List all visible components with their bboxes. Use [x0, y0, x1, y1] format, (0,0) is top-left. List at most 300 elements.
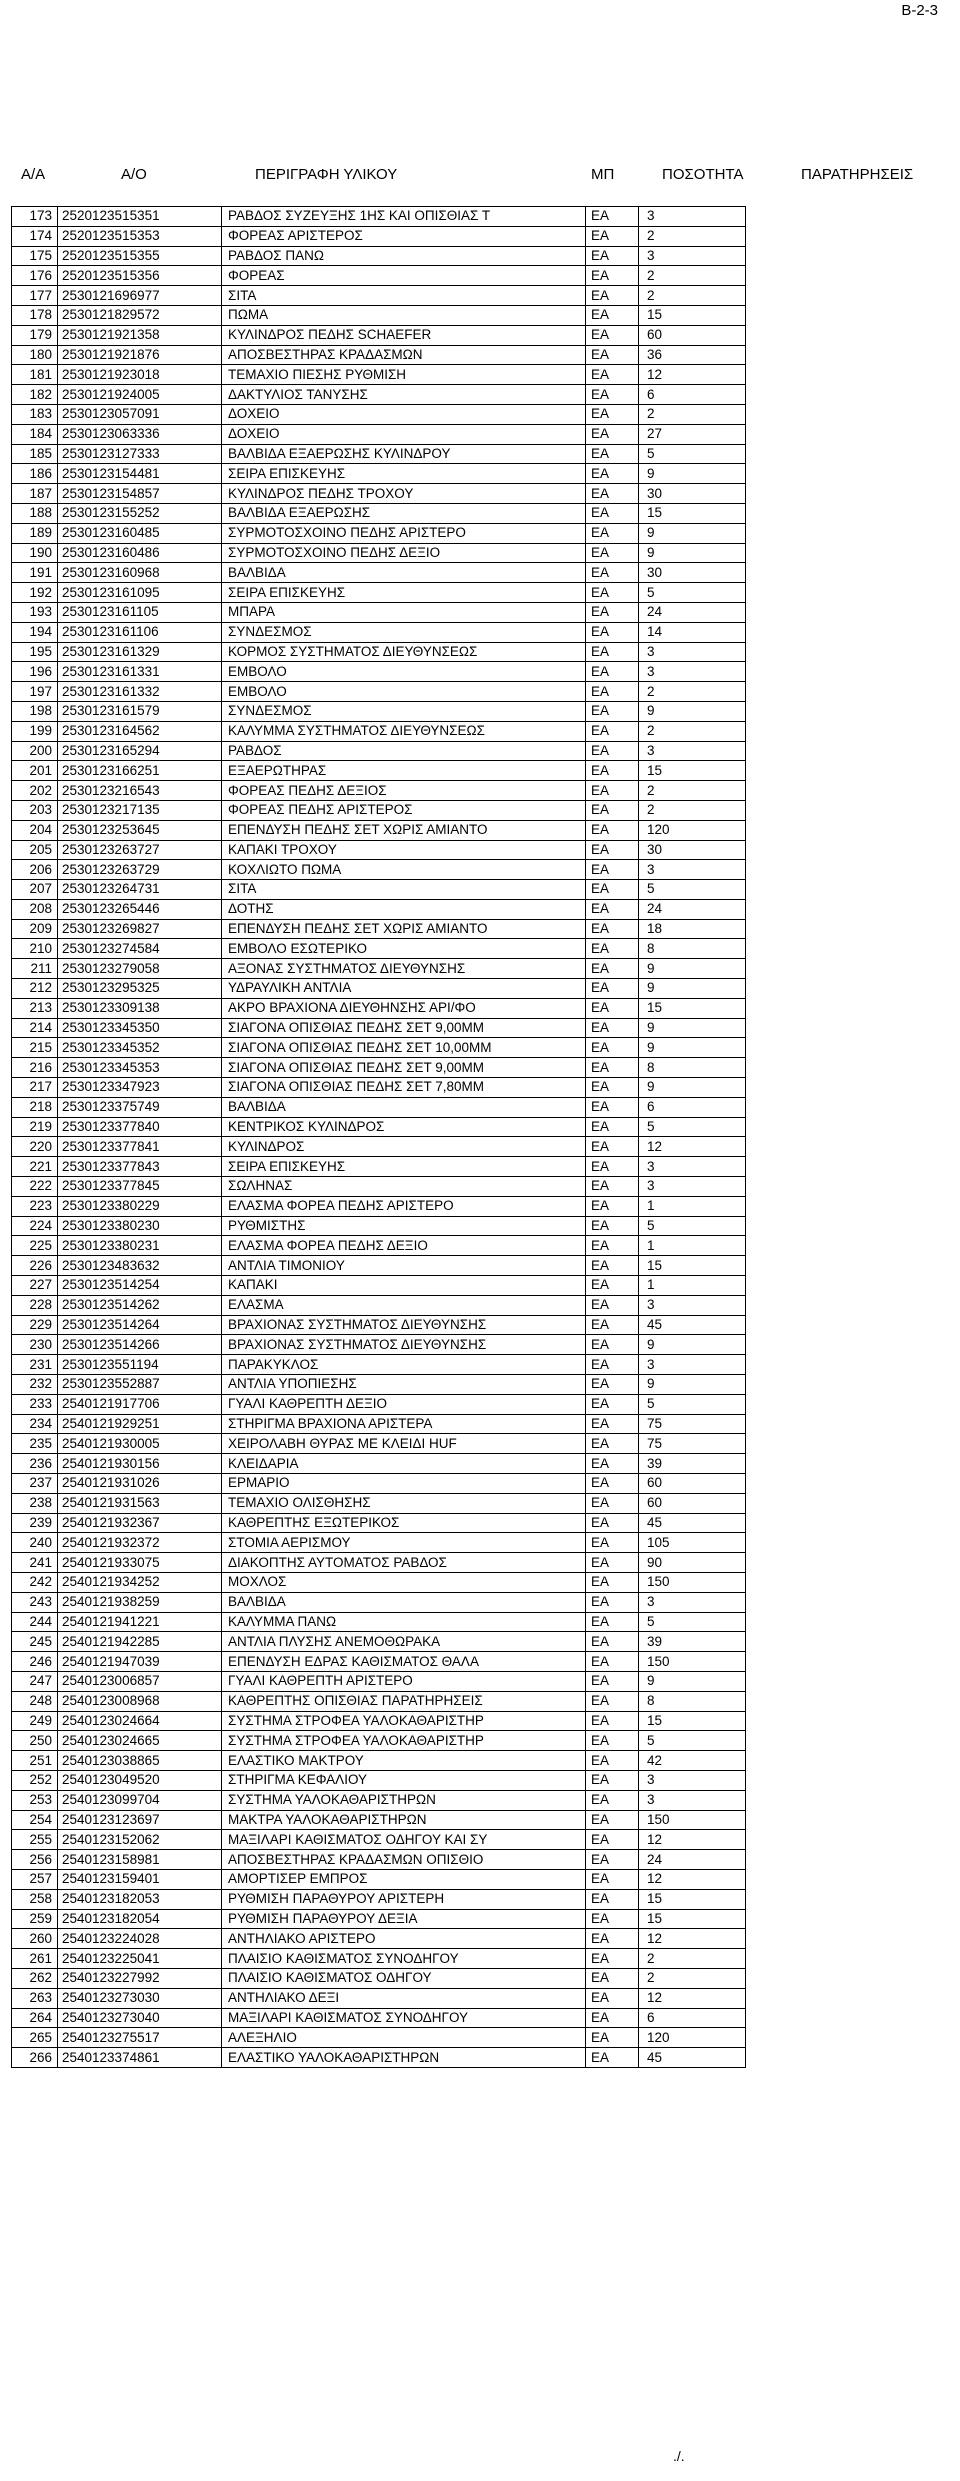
item-description: ΒΑΛΒΙΔΑ: [222, 563, 586, 583]
row-number: 213: [12, 998, 58, 1018]
unit-of-measure: ΕΑ: [586, 1968, 639, 1988]
item-description: ΜΟΧΛΟΣ: [222, 1572, 586, 1592]
table-row: [12, 444, 746, 464]
unit-of-measure: ΕΑ: [586, 226, 639, 246]
row-number: 255: [12, 1830, 58, 1850]
unit-of-measure: ΕΑ: [586, 1869, 639, 1889]
item-code: 2530123217135: [58, 800, 222, 820]
unit-of-measure: ΕΑ: [586, 1335, 639, 1355]
header-code: Α/Ο: [121, 166, 147, 183]
item-code: 2530123165294: [58, 741, 222, 761]
page-code: B-2-3: [901, 2, 938, 19]
unit-of-measure: ΕΑ: [586, 1038, 639, 1058]
unit-of-measure: ΕΑ: [586, 345, 639, 365]
table-row: [12, 1097, 746, 1117]
item-description: ΚΥΛΙΝΔΡΟΣ ΠΕΔΗΣ ΤΡΟΧΟΥ: [222, 484, 586, 504]
quantity: 9: [639, 1335, 746, 1355]
item-code: 2540121947039: [58, 1652, 222, 1672]
item-description: ΕΠΕΝΔΥΣΗ ΠΕΔΗΣ ΣΕΤ ΧΩΡΙΣ ΑΜΙΑΝΤΟ: [222, 919, 586, 939]
header-remarks: ΠΑΡΑΤΗΡΗΣΕΙΣ: [801, 166, 914, 183]
quantity: 3: [639, 1295, 746, 1315]
quantity: 9: [639, 1671, 746, 1691]
row-number: 250: [12, 1731, 58, 1751]
row-number: 190: [12, 543, 58, 563]
table-row: [12, 998, 746, 1018]
item-description: ΡΑΒΔΟΣ ΣΥΖΕΥΞΗΣ 1ΗΣ ΚΑΙ ΟΠΙΣΘΙΑΣ Τ: [222, 207, 586, 227]
item-description: ΡΥΘΜΙΣΗ ΠΑΡΑΘΥΡΟΥ ΔΕΞΙΑ: [222, 1909, 586, 1929]
table-row: [12, 1731, 746, 1751]
unit-of-measure: ΕΑ: [586, 1375, 639, 1395]
unit-of-measure: ΕΑ: [586, 1612, 639, 1632]
quantity: 15: [639, 503, 746, 523]
quantity: 9: [639, 701, 746, 721]
item-description: ΣΤΗΡΙΓΜΑ ΚΕΦΑΛΙΟΥ: [222, 1770, 586, 1790]
row-number: 199: [12, 721, 58, 741]
table-row: [12, 1632, 746, 1652]
quantity: 8: [639, 1691, 746, 1711]
item-description: ΥΔΡΑΥΛΙΚΗ ΑΝΤΛΙΑ: [222, 979, 586, 999]
row-number: 173: [12, 207, 58, 227]
item-code: 2540121931563: [58, 1493, 222, 1513]
table-row: [12, 1513, 746, 1533]
row-number: 220: [12, 1137, 58, 1157]
row-number: 187: [12, 484, 58, 504]
row-number: 229: [12, 1315, 58, 1335]
unit-of-measure: ΕΑ: [586, 583, 639, 603]
item-description: ΠΛΑΙΣΙΟ ΚΑΘΙΣΜΑΤΟΣ ΟΔΗΓΟΥ: [222, 1968, 586, 1988]
item-description: ΚΑΠΑΚΙ: [222, 1276, 586, 1296]
item-code: 2530123514254: [58, 1276, 222, 1296]
unit-of-measure: ΕΑ: [586, 286, 639, 306]
row-number: 206: [12, 860, 58, 880]
item-description: ΒΑΛΒΙΔΑ ΕΞΑΕΡΩΣΗΣ ΚΥΛΙΝΔΡΟΥ: [222, 444, 586, 464]
unit-of-measure: ΕΑ: [586, 959, 639, 979]
row-number: 225: [12, 1236, 58, 1256]
unit-of-measure: ΕΑ: [586, 1414, 639, 1434]
row-number: 179: [12, 325, 58, 345]
item-description: ΑΚΡΟ ΒΡΑΧΙΟΝΑ ΔΙΕΥΘΗΝΣΗΣ ΑΡΙ/ΦΟ: [222, 998, 586, 1018]
item-description: ΦΟΡΕΑΣ ΠΕΔΗΣ ΔΕΞΙΟΣ: [222, 781, 586, 801]
table-row: [12, 305, 746, 325]
item-code: 2530123154857: [58, 484, 222, 504]
item-code: 2530123164562: [58, 721, 222, 741]
quantity: 45: [639, 1513, 746, 1533]
row-number: 202: [12, 781, 58, 801]
item-code: 2530123375749: [58, 1097, 222, 1117]
item-description: ΣΙΑΓΟΝΑ ΟΠΙΣΘΙΑΣ ΠΕΔΗΣ ΣΕΤ 9,00ΜΜ: [222, 1058, 586, 1078]
quantity: 150: [639, 1810, 746, 1830]
column-headers: [0, 158, 960, 192]
table-row: [12, 1474, 746, 1494]
row-number: 265: [12, 2028, 58, 2048]
item-code: 2520123515353: [58, 226, 222, 246]
row-number: 192: [12, 583, 58, 603]
quantity: 3: [639, 1157, 746, 1177]
item-description: ΑΝΤΛΙΑ ΤΙΜΟΝΙΟΥ: [222, 1256, 586, 1276]
item-description: ΣΕΙΡΑ ΕΠΙΣΚΕΥΗΣ: [222, 1157, 586, 1177]
table-row: [12, 365, 746, 385]
item-code: 2530123380229: [58, 1196, 222, 1216]
row-number: 219: [12, 1117, 58, 1137]
unit-of-measure: ΕΑ: [586, 1177, 639, 1197]
table-row: [12, 1751, 746, 1771]
row-number: 260: [12, 1929, 58, 1949]
quantity: 42: [639, 1751, 746, 1771]
unit-of-measure: ΕΑ: [586, 1216, 639, 1236]
item-code: 2540123024665: [58, 1731, 222, 1751]
row-number: 214: [12, 1018, 58, 1038]
item-code: 2540123008968: [58, 1691, 222, 1711]
unit-of-measure: ΕΑ: [586, 464, 639, 484]
quantity: 12: [639, 1137, 746, 1157]
quantity: 36: [639, 345, 746, 365]
item-code: 2530123127333: [58, 444, 222, 464]
item-code: 2540121932372: [58, 1533, 222, 1553]
row-number: 195: [12, 642, 58, 662]
quantity: 24: [639, 1850, 746, 1870]
table-row: [12, 1909, 746, 1929]
table-row: [12, 1117, 746, 1137]
quantity: 60: [639, 1493, 746, 1513]
quantity: 5: [639, 583, 746, 603]
row-number: 259: [12, 1909, 58, 1929]
row-number: 242: [12, 1572, 58, 1592]
row-number: 245: [12, 1632, 58, 1652]
table-row: [12, 1157, 746, 1177]
table-row: [12, 2008, 746, 2028]
item-code: 2540123275517: [58, 2028, 222, 2048]
item-description: ΠΑΡΑΚΥΚΛΟΣ: [222, 1355, 586, 1375]
header-quantity: ΠΟΣΟΤΗΤΑ: [662, 166, 744, 183]
item-code: 2540121938259: [58, 1592, 222, 1612]
item-code: 2530123161106: [58, 622, 222, 642]
item-description: ΜΠΑΡΑ: [222, 602, 586, 622]
item-description: ΒΡΑΧΙΟΝΑΣ ΣΥΣΤΗΜΑΤΟΣ ΔΙΕΥΘΥΝΣΗΣ: [222, 1315, 586, 1335]
table-row: [12, 286, 746, 306]
row-number: 226: [12, 1256, 58, 1276]
unit-of-measure: ΕΑ: [586, 484, 639, 504]
item-code: 2540123049520: [58, 1770, 222, 1790]
table-row: [12, 1889, 746, 1909]
item-code: 2540123123697: [58, 1810, 222, 1830]
item-code: 2530123514262: [58, 1295, 222, 1315]
table-row: [12, 1355, 746, 1375]
unit-of-measure: ΕΑ: [586, 325, 639, 345]
unit-of-measure: ΕΑ: [586, 1949, 639, 1969]
table-row: [12, 880, 746, 900]
item-description: ΒΑΛΒΙΔΑ: [222, 1097, 586, 1117]
table-row: [12, 424, 746, 444]
item-description: ΚΟΧΛΙΩΤΟ ΠΩΜΑ: [222, 860, 586, 880]
item-description: ΕΞΑΕΡΩΤΗΡΑΣ: [222, 761, 586, 781]
item-code: 2530123377843: [58, 1157, 222, 1177]
row-number: 180: [12, 345, 58, 365]
table-row: [12, 622, 746, 642]
item-description: ΕΠΕΝΔΥΣΗ ΕΔΡΑΣ ΚΑΘΙΣΜΑΤΟΣ ΘΑΛΑ: [222, 1652, 586, 1672]
table-row: [12, 464, 746, 484]
item-description: ΦΟΡΕΑΣ ΑΡΙΣΤΕΡΟΣ: [222, 226, 586, 246]
unit-of-measure: ΕΑ: [586, 1394, 639, 1414]
item-description: ΣΙΤΑ: [222, 880, 586, 900]
row-number: 237: [12, 1474, 58, 1494]
unit-of-measure: ΕΑ: [586, 1889, 639, 1909]
quantity: 39: [639, 1454, 746, 1474]
quantity: 3: [639, 662, 746, 682]
unit-of-measure: ΕΑ: [586, 1454, 639, 1474]
quantity: 30: [639, 563, 746, 583]
quantity: 9: [639, 1018, 746, 1038]
item-code: 2530123265446: [58, 899, 222, 919]
row-number: 223: [12, 1196, 58, 1216]
table-row: [12, 385, 746, 405]
item-code: 2540123158981: [58, 1850, 222, 1870]
row-number: 204: [12, 820, 58, 840]
row-number: 228: [12, 1295, 58, 1315]
row-number: 184: [12, 424, 58, 444]
item-description: ΒΡΑΧΙΟΝΑΣ ΣΥΣΤΗΜΑΤΟΣ ΔΙΕΥΘΥΝΣΗΣ: [222, 1335, 586, 1355]
item-description: ΠΛΑΙΣΙΟ ΚΑΘΙΣΜΑΤΟΣ ΣΥΝΟΔΗΓΟΥ: [222, 1949, 586, 1969]
table-row: [12, 1711, 746, 1731]
item-code: 2530123380231: [58, 1236, 222, 1256]
item-code: 2530123161105: [58, 602, 222, 622]
quantity: 1: [639, 1276, 746, 1296]
unit-of-measure: ΕΑ: [586, 1711, 639, 1731]
quantity: 3: [639, 246, 746, 266]
unit-of-measure: ΕΑ: [586, 1315, 639, 1335]
unit-of-measure: ΕΑ: [586, 543, 639, 563]
unit-of-measure: ΕΑ: [586, 1553, 639, 1573]
unit-of-measure: ΕΑ: [586, 998, 639, 1018]
unit-of-measure: ΕΑ: [586, 1691, 639, 1711]
item-code: 2530123295325: [58, 979, 222, 999]
quantity: 120: [639, 2028, 746, 2048]
item-description: ΑΝΤΛΙΑ ΥΠΟΠΙΕΣΗΣ: [222, 1375, 586, 1395]
quantity: 2: [639, 1968, 746, 1988]
item-description: ΜΑΞΙΛΑΡΙ ΚΑΘΙΣΜΑΤΟΣ ΟΔΗΓΟΥ ΚΑΙ ΣΥ: [222, 1830, 586, 1850]
quantity: 27: [639, 424, 746, 444]
unit-of-measure: ΕΑ: [586, 642, 639, 662]
item-description: ΔΟΧΕΙΟ: [222, 424, 586, 444]
quantity: 150: [639, 1652, 746, 1672]
quantity: 5: [639, 1612, 746, 1632]
row-number: 215: [12, 1038, 58, 1058]
row-number: 236: [12, 1454, 58, 1474]
table-row: [12, 1988, 746, 2008]
quantity: 24: [639, 602, 746, 622]
item-code: 2530123377840: [58, 1117, 222, 1137]
unit-of-measure: ΕΑ: [586, 602, 639, 622]
table-row: [12, 1869, 746, 1889]
unit-of-measure: ΕΑ: [586, 1236, 639, 1256]
row-number: 174: [12, 226, 58, 246]
item-code: 2530123057091: [58, 404, 222, 424]
table-row: [12, 1177, 746, 1197]
item-description: ΡΥΘΜΙΣΗ ΠΑΡΑΘΥΡΟΥ ΑΡΙΣΤΕΡΗ: [222, 1889, 586, 1909]
quantity: 2: [639, 286, 746, 306]
unit-of-measure: ΕΑ: [586, 1830, 639, 1850]
item-code: 2540123273040: [58, 2008, 222, 2028]
item-description: ΕΛΑΣΜΑ ΦΟΡΕΑ ΠΕΔΗΣ ΑΡΙΣΤΕΡΟ: [222, 1196, 586, 1216]
quantity: 105: [639, 1533, 746, 1553]
item-code: 2540123006857: [58, 1671, 222, 1691]
unit-of-measure: ΕΑ: [586, 523, 639, 543]
unit-of-measure: ΕΑ: [586, 2008, 639, 2028]
item-description: ΚΕΝΤΡΙΚΟΣ ΚΥΛΙΝΔΡΟΣ: [222, 1117, 586, 1137]
item-code: 2530123264731: [58, 880, 222, 900]
item-code: 2530123161332: [58, 682, 222, 702]
item-code: 2530121921876: [58, 345, 222, 365]
quantity: 5: [639, 880, 746, 900]
row-number: 234: [12, 1414, 58, 1434]
table-row: [12, 1276, 746, 1296]
table-row: [12, 1553, 746, 1573]
table-row: [12, 563, 746, 583]
items-table-body: [12, 207, 746, 2068]
item-code: 2540121934252: [58, 1572, 222, 1592]
quantity: 15: [639, 761, 746, 781]
item-code: 2520123515356: [58, 266, 222, 286]
quantity: 6: [639, 2008, 746, 2028]
unit-of-measure: ΕΑ: [586, 701, 639, 721]
item-description: ΑΜΟΡΤΙΣΕΡ ΕΜΠΡΟΣ: [222, 1869, 586, 1889]
item-description: ΑΝΤΗΛΙΑΚΟ ΔΕΞΙ: [222, 1988, 586, 2008]
item-code: 2530123309138: [58, 998, 222, 1018]
item-code: 2530123161095: [58, 583, 222, 603]
item-description: ΣΤΗΡΙΓΜΑ ΒΡΑΧΙΟΝΑ ΑΡΙΣΤΕΡΑ: [222, 1414, 586, 1434]
item-description: ΡΑΒΔΟΣ: [222, 741, 586, 761]
table-row: [12, 1058, 746, 1078]
table-row: [12, 919, 746, 939]
item-code: 2520123515351: [58, 207, 222, 227]
item-description: ΓΥΑΛΙ ΚΑΘΡΕΠΤΗ ΑΡΙΣΤΕΡΟ: [222, 1671, 586, 1691]
item-description: ΣΙΑΓΟΝΑ ΟΠΙΣΘΙΑΣ ΠΕΔΗΣ ΣΕΤ 7,80ΜΜ: [222, 1078, 586, 1098]
table-row: [12, 2028, 746, 2048]
item-code: 2540121930005: [58, 1434, 222, 1454]
unit-of-measure: ΕΑ: [586, 1909, 639, 1929]
unit-of-measure: ΕΑ: [586, 1018, 639, 1038]
item-code: 2530121924005: [58, 385, 222, 405]
unit-of-measure: ΕΑ: [586, 1988, 639, 2008]
item-code: 2540123038865: [58, 1751, 222, 1771]
item-description: ΕΛΑΣΜΑ: [222, 1295, 586, 1315]
unit-of-measure: ΕΑ: [586, 424, 639, 444]
item-code: 2530123345352: [58, 1038, 222, 1058]
table-row: [12, 781, 746, 801]
row-number: 251: [12, 1751, 58, 1771]
item-description: ΑΠΟΣΒΕΣΤΗΡΑΣ ΚΡΑΔΑΣΜΩΝ: [222, 345, 586, 365]
quantity: 45: [639, 1315, 746, 1335]
quantity: 2: [639, 1949, 746, 1969]
table-row: [12, 246, 746, 266]
item-description: ΕΛΑΣΤΙΚΟ ΜΑΚΤΡΟΥ: [222, 1751, 586, 1771]
quantity: 30: [639, 484, 746, 504]
unit-of-measure: ΕΑ: [586, 1572, 639, 1592]
table-row: [12, 523, 746, 543]
quantity: 3: [639, 1177, 746, 1197]
item-description: ΕΛΑΣΜΑ ΦΟΡΕΑ ΠΕΔΗΣ ΔΕΞΙΟ: [222, 1236, 586, 1256]
item-description: ΑΛΕΞΗΛΙΟ: [222, 2028, 586, 2048]
row-number: 252: [12, 1770, 58, 1790]
quantity: 39: [639, 1632, 746, 1652]
row-number: 212: [12, 979, 58, 999]
item-code: 2540121930156: [58, 1454, 222, 1474]
item-code: 2540121941221: [58, 1612, 222, 1632]
quantity: 5: [639, 1731, 746, 1751]
item-code: 2530123269827: [58, 919, 222, 939]
unit-of-measure: ΕΑ: [586, 1652, 639, 1672]
row-number: 185: [12, 444, 58, 464]
unit-of-measure: ΕΑ: [586, 860, 639, 880]
item-description: ΦΟΡΕΑΣ: [222, 266, 586, 286]
quantity: 90: [639, 1553, 746, 1573]
items-table: [11, 206, 746, 2068]
table-row: [12, 1414, 746, 1434]
item-code: 2540123024664: [58, 1711, 222, 1731]
row-number: 203: [12, 800, 58, 820]
item-description: ΣΙΑΓΟΝΑ ΟΠΙΣΘΙΑΣ ΠΕΔΗΣ ΣΕΤ 10,00ΜΜ: [222, 1038, 586, 1058]
row-number: 235: [12, 1434, 58, 1454]
table-row: [12, 1968, 746, 1988]
unit-of-measure: ΕΑ: [586, 1097, 639, 1117]
item-code: 2530123155252: [58, 503, 222, 523]
item-code: 2530123514264: [58, 1315, 222, 1335]
item-description: ΣΩΛΗΝΑΣ: [222, 1177, 586, 1197]
table-row: [12, 899, 746, 919]
quantity: 9: [639, 543, 746, 563]
item-description: ΡΑΒΔΟΣ ΠΑΝΩ: [222, 246, 586, 266]
row-number: 257: [12, 1869, 58, 1889]
quantity: 120: [639, 820, 746, 840]
table-row: [12, 266, 746, 286]
unit-of-measure: ΕΑ: [586, 1196, 639, 1216]
row-number: 222: [12, 1177, 58, 1197]
table-row: [12, 682, 746, 702]
unit-of-measure: ΕΑ: [586, 1256, 639, 1276]
item-description: ΕΜΒΟΛΟ: [222, 682, 586, 702]
item-code: 2530123345350: [58, 1018, 222, 1038]
quantity: 3: [639, 642, 746, 662]
item-code: 2530123154481: [58, 464, 222, 484]
item-code: 2530123514266: [58, 1335, 222, 1355]
quantity: 3: [639, 860, 746, 880]
quantity: 2: [639, 682, 746, 702]
row-number: 238: [12, 1493, 58, 1513]
item-code: 2530121923018: [58, 365, 222, 385]
item-code: 2530123160486: [58, 543, 222, 563]
item-description: ΣΕΙΡΑ ΕΠΙΣΚΕΥΗΣ: [222, 464, 586, 484]
row-number: 240: [12, 1533, 58, 1553]
table-row: [12, 959, 746, 979]
item-code: 2540123225041: [58, 1949, 222, 1969]
quantity: 6: [639, 1097, 746, 1117]
quantity: 3: [639, 1355, 746, 1375]
quantity: 1: [639, 1196, 746, 1216]
table-row: [12, 1572, 746, 1592]
item-code: 2540123099704: [58, 1790, 222, 1810]
row-number: 261: [12, 1949, 58, 1969]
item-code: 2530123161579: [58, 701, 222, 721]
table-row: [12, 2048, 746, 2068]
item-description: ΚΟΡΜΟΣ ΣΥΣΤΗΜΑΤΟΣ ΔΙΕΥΘΥΝΣΕΩΣ: [222, 642, 586, 662]
item-code: 2540123227992: [58, 1968, 222, 1988]
table-row: [12, 1770, 746, 1790]
quantity: 12: [639, 1869, 746, 1889]
unit-of-measure: ΕΑ: [586, 622, 639, 642]
item-description: ΕΜΒΟΛΟ ΕΣΩΤΕΡΙΚΟ: [222, 939, 586, 959]
unit-of-measure: ΕΑ: [586, 1731, 639, 1751]
item-description: ΡΥΘΜΙΣΤΗΣ: [222, 1216, 586, 1236]
table-row: [12, 345, 746, 365]
